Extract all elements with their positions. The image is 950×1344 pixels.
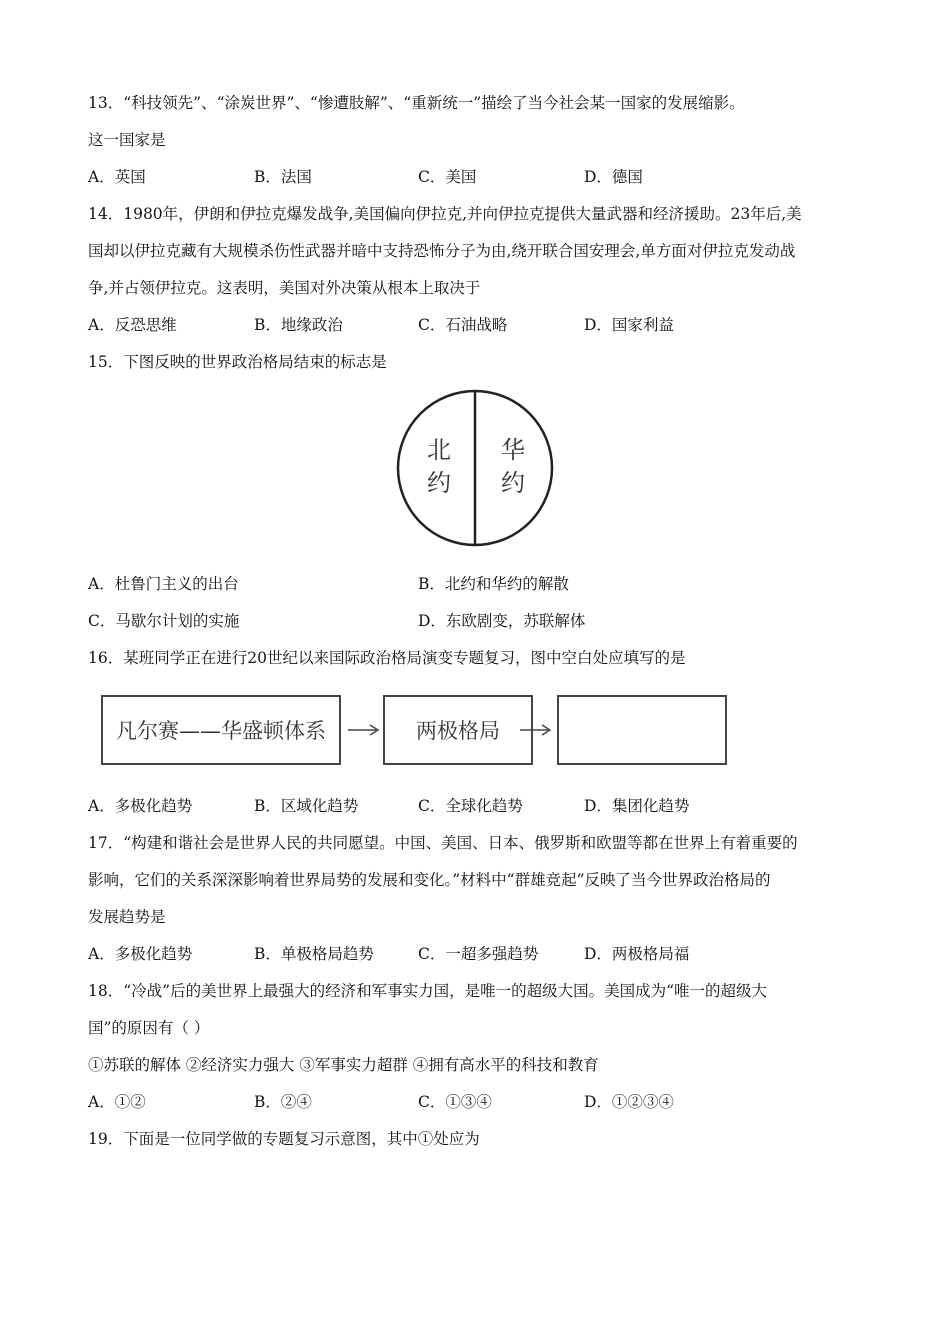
q14-stem-line1: 14．1980年，伊朗和伊拉克爆发战争,美国偏向伊拉克,并向伊拉克提供大量武器和经济援助。23年后,美 <box>88 205 802 223</box>
q14-option-b: B．地缘政治 <box>254 316 343 334</box>
figure-label-yue-right: 约 <box>501 469 525 497</box>
figure-label-hua: 华 <box>501 436 525 464</box>
flow-box-2-label: 两极格局 <box>416 719 500 743</box>
q15-stem: 15．下图反映的世界政治格局结束的标志是 <box>88 353 387 371</box>
q17-option-c: C．一超多强趋势 <box>418 945 539 963</box>
figure-label-bei: 北 <box>427 436 451 464</box>
q13-option-b: B．法国 <box>254 168 312 186</box>
q17-stem-line1: 17．“构建和谐社会是世界人民的共同愿望。中国、美国、日本、俄罗斯和欧盟等都在世界上有着重要的 <box>88 834 798 852</box>
q17-option-a: A．多极化趋势 <box>88 945 193 963</box>
q16-stem: 16．某班同学正在进行20世纪以来国际政治格局演变专题复习，图中空白处应填写的是 <box>88 649 686 667</box>
q18-stem-line1: 18．“冷战”后的美世界上最强大的经济和军事实力国，是唯一的超级大国。美国成为“唯一的超级大 <box>88 982 767 1000</box>
q13-stem-line1: 13．“科技领先”、“涂炭世界”、“惨遭肢解”、“重新统一”描绘了当今社会某一国家的发展缩影。 <box>88 94 745 112</box>
q14-option-c: C．石油战略 <box>418 316 508 334</box>
q16-option-d: D．集团化趋势 <box>584 797 690 815</box>
q13-option-d: D．德国 <box>584 168 643 186</box>
pattern-evolution-flow-figure <box>96 690 736 770</box>
q14-stem-line2: 国却以伊拉克藏有大规模杀伤性武器并暗中支持恐怖分子为由,绕开联合国安理会,单方面对伊拉克发动战 <box>88 242 796 260</box>
q16-option-b: B．区域化趋势 <box>254 797 359 815</box>
q14-option-d: D．国家利益 <box>584 316 674 334</box>
q15-option-c: C．马歇尔计划的实施 <box>88 612 240 630</box>
q14-option-a: A．反恐思维 <box>88 316 177 334</box>
q14-options <box>88 315 868 335</box>
q15-option-d: D．东欧剧变，苏联解体 <box>418 612 586 630</box>
flow-box-3-blank <box>558 696 726 764</box>
q15-option-b: B．北约和华约的解散 <box>418 575 569 593</box>
q18-option-b: B．②④ <box>254 1093 312 1111</box>
q18-option-a: A．①② <box>88 1093 146 1111</box>
q16-options <box>88 796 868 816</box>
q16-option-a: A．多极化趋势 <box>88 797 193 815</box>
q13-options <box>88 167 868 187</box>
q18-statements: ①苏联的解体 ②经济实力强大 ③军事实力超群 ④拥有高水平的科技和教育 <box>88 1056 599 1074</box>
q17-option-b: B．单极格局趋势 <box>254 945 374 963</box>
q13-option-a: A．英国 <box>88 168 146 186</box>
q19-stem: 19．下面是一位同学做的专题复习示意图，其中①处应为 <box>88 1130 480 1148</box>
q15-options-row2 <box>88 611 868 631</box>
nato-warsaw-circle-figure <box>395 388 555 548</box>
q18-stem-line2: 国”的原因有（ ） <box>88 1019 210 1037</box>
q18-option-d: D．①②③④ <box>584 1093 674 1111</box>
q15-option-a: A．杜鲁门主义的出台 <box>88 575 239 593</box>
q15-options-row1 <box>88 574 868 594</box>
q13-stem-line2: 这一国家是 <box>88 131 166 149</box>
flow-box-1-label: 凡尔赛——华盛顿体系 <box>116 719 326 743</box>
q18-options <box>88 1092 868 1112</box>
q17-option-d: D．两极格局福 <box>584 945 690 963</box>
q14-stem-line3: 争,并占领伊拉克。这表明，美国对外决策从根本上取决于 <box>88 279 481 297</box>
q16-option-c: C．全球化趋势 <box>418 797 523 815</box>
q13-option-c: C．美国 <box>418 168 477 186</box>
q17-stem-line3: 发展趋势是 <box>88 908 166 926</box>
q18-option-c: C．①③④ <box>418 1093 492 1111</box>
figure-label-yue-left: 约 <box>427 469 451 497</box>
q17-options <box>88 944 868 964</box>
q17-stem-line2: 影响，它们的关系深深影响着世界局势的发展和变化。”材料中“群雄竞起”反映了当今世界政治格局的 <box>88 871 771 889</box>
